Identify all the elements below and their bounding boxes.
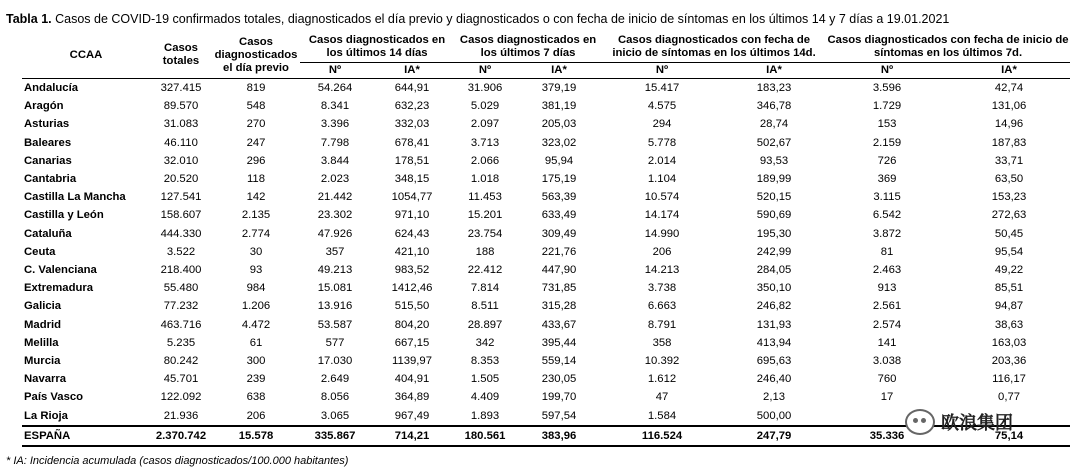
cell-value: 247,79: [722, 426, 826, 446]
cell-value: 131,06: [991, 100, 1027, 113]
cell-value: 31.083: [163, 118, 199, 131]
cell-value: 515,50: [394, 300, 430, 313]
region-name: Galicia: [24, 300, 62, 313]
table-row: [22, 152, 1070, 170]
cell-value: 53.587: [317, 318, 353, 331]
cell-value: 47: [655, 391, 669, 404]
cell-value: 548: [246, 100, 266, 113]
cell-value: 183,23: [756, 82, 792, 94]
cell-value: 1.018: [470, 173, 500, 186]
cell-value: 804,20: [394, 318, 430, 331]
cell-value: 30: [249, 245, 263, 258]
cell-value: 3.038: [872, 355, 902, 368]
cell-value: 983,52: [394, 264, 430, 277]
wechat-icon: [905, 409, 935, 435]
header-ia: IA*: [722, 63, 826, 79]
table-row: [22, 334, 1070, 352]
cell-value: 246,40: [756, 373, 792, 386]
region-name: Cataluña: [24, 227, 72, 240]
cell-value: 141: [877, 336, 897, 349]
cell-value: 14,96: [994, 118, 1024, 131]
cell-value: 8.511: [471, 300, 499, 313]
header-n: Nº: [826, 63, 948, 79]
cell-value: 175,19: [541, 173, 577, 186]
cell-value: 667,15: [394, 336, 430, 349]
cell-value: 247: [246, 136, 266, 149]
cell-value: 731,85: [541, 282, 577, 295]
table-row: [22, 79, 1070, 98]
region-name: Baleares: [24, 136, 72, 149]
cell-value: 49.213: [317, 264, 353, 277]
cell-value: 61: [249, 336, 263, 349]
cell-value: 33,71: [994, 154, 1024, 167]
cell-value: 118: [246, 173, 265, 186]
cell-value: 364,89: [394, 391, 430, 404]
cell-value: 10.574: [644, 191, 680, 204]
cell-value: 444.330: [160, 227, 202, 240]
cell-value: 350,10: [756, 282, 792, 295]
cell-value: 346,78: [756, 100, 792, 113]
header-sint-7: Casos diagnosticados con fecha de inicio de síntomas en los últimos 7d.: [826, 32, 1070, 63]
cell-value: 5.778: [647, 136, 677, 149]
cell-value: 4.409: [470, 391, 500, 404]
cell-value: 246,82: [756, 300, 792, 313]
cell-value: 315,28: [541, 300, 577, 313]
cell-value: 348,15: [394, 173, 430, 186]
cell-value: 633,49: [541, 209, 577, 222]
table-row: [22, 134, 1070, 152]
cell-value: 116,17: [992, 373, 1026, 386]
cell-value: 447,90: [541, 264, 577, 277]
cell-value: 46.110: [164, 136, 198, 149]
cell-value: 1.584: [647, 409, 677, 422]
cell-value: 3.844: [320, 154, 350, 167]
table-row: [22, 352, 1070, 370]
cell-value: 563,39: [541, 191, 577, 204]
header-ia: IA*: [948, 63, 1070, 79]
cell-value: 463.716: [160, 318, 202, 331]
cell-value: 2,13: [763, 391, 786, 404]
cell-value: 577: [325, 336, 345, 349]
header-n: Nº: [454, 63, 516, 79]
cell-value: 230,05: [541, 373, 577, 386]
cell-value: 294: [652, 118, 672, 131]
cell-value: 309,49: [541, 227, 577, 240]
cell-value: 3.738: [647, 282, 677, 295]
table-row: [22, 297, 1070, 315]
region-name: Murcia: [24, 355, 61, 368]
cell-value: 678,41: [394, 136, 430, 149]
table-row: [22, 316, 1070, 334]
cell-value: 80.242: [163, 355, 199, 368]
cell-value: 189,99: [756, 173, 792, 186]
cell-value: 357: [325, 245, 345, 258]
caption-label: Tabla 1.: [6, 12, 52, 26]
cell-value: 21.442: [317, 191, 353, 204]
cell-value: 284,05: [756, 264, 792, 277]
region-name: Castilla La Mancha: [24, 191, 126, 204]
cell-value: 22.412: [467, 264, 503, 277]
cell-value: 95,54: [994, 245, 1024, 258]
cell-value: 50,45: [994, 227, 1024, 240]
region-name: Extremadura: [24, 282, 94, 295]
cell-value: 2.649: [320, 373, 350, 386]
region-name: ESPAÑA: [22, 426, 150, 446]
region-name: Asturias: [24, 118, 70, 131]
cell-value: 2.774: [241, 227, 271, 240]
cell-value: 153,23: [991, 191, 1027, 204]
cell-value: 2.463: [872, 264, 902, 277]
caption-text: Casos de COVID-19 confirmados totales, diagnosticados el día previo y diagnosticados o con fecha de inicio de síntomas en los últimos 14 y 7 días a 19.01.2021: [51, 12, 950, 26]
cell-value: 14.174: [644, 209, 680, 222]
table-row: [22, 97, 1070, 115]
cell-value: 203,36: [991, 355, 1027, 368]
cell-value: 47.926: [317, 227, 353, 240]
cell-value: 14.213: [644, 264, 680, 277]
cell-value: 624,43: [394, 227, 430, 240]
footnote: * IA: Incidencia acumulada (casos diagnosticados/100.000 habitantes): [6, 455, 349, 467]
header-casos-totales: Casos totales: [150, 32, 212, 79]
cell-value: 726: [877, 154, 897, 167]
cell-value: 358: [652, 336, 672, 349]
cell-value: 323,02: [541, 136, 577, 149]
cell-value: 819: [246, 82, 266, 94]
cell-value: 332,03: [394, 118, 430, 131]
header-n: Nº: [300, 63, 370, 79]
cell-value: 8.353: [470, 355, 500, 368]
cell-value: 45.701: [163, 373, 199, 386]
cell-value: 15.201: [467, 209, 503, 222]
cell-value: 38,63: [994, 318, 1024, 331]
region-name: La Rioja: [24, 409, 68, 422]
cell-value: 93,53: [759, 154, 789, 167]
cell-value: 327.415: [160, 82, 202, 94]
cell-value: 5.029: [470, 100, 500, 113]
cell-value: 23.754: [467, 227, 503, 240]
cell-value: 1.206: [241, 300, 271, 313]
watermark-text: 欧浪集团: [941, 413, 1013, 433]
region-name: Melilla: [24, 336, 59, 349]
cell-value: 383,96: [516, 426, 602, 446]
header-diag-14: Casos diagnosticados en los últimos 14 días: [300, 32, 454, 63]
header-ccaa: CCAA: [22, 32, 150, 79]
header-casos-previo: Casos diagnosticados el día previo: [212, 32, 300, 79]
cell-value: 153: [877, 118, 897, 131]
cell-value: 195,30: [756, 227, 792, 240]
cell-value: 520,15: [756, 191, 792, 204]
cell-value: 10.392: [644, 355, 680, 368]
cell-value: 272,63: [991, 209, 1027, 222]
cell-value: 967,49: [394, 409, 430, 422]
cell-value: 2.135: [241, 209, 271, 222]
cell-value: 199,70: [541, 391, 577, 404]
cell-value: 3.596: [872, 82, 902, 94]
cell-value: 239: [246, 373, 266, 386]
cell-value: 31.906: [467, 82, 503, 94]
region-name: Ceuta: [24, 245, 56, 258]
cell-value: 7.814: [470, 282, 500, 295]
cell-value: 597,54: [541, 409, 577, 422]
cell-value: 94,87: [994, 300, 1024, 313]
cell-value: 1.612: [647, 373, 677, 386]
cell-value: 413,94: [756, 336, 792, 349]
watermark: [905, 409, 1013, 435]
cell-value: 8.056: [320, 391, 350, 404]
cell-value: 3.872: [872, 227, 902, 240]
table-row: [22, 388, 1070, 406]
cell-value: 3.713: [470, 136, 500, 149]
cell-value: 296: [246, 154, 266, 167]
cell-value: 13.916: [317, 300, 353, 313]
cell-value: 8.791: [647, 318, 677, 331]
table-row: [22, 225, 1070, 243]
region-name: Navarra: [24, 373, 67, 386]
cell-value: 379,19: [541, 82, 577, 94]
cell-value: 75,14: [948, 426, 1070, 446]
cell-value: 1.505: [470, 373, 500, 386]
region-name: Castilla y León: [24, 209, 104, 222]
cell-value: 8.341: [320, 100, 350, 113]
cell-value: 421,10: [394, 245, 430, 258]
cell-value: 638: [246, 391, 266, 404]
cell-value: 127.541: [160, 191, 202, 204]
cell-value: 1.104: [647, 173, 677, 186]
cell-value: 17: [880, 391, 894, 404]
cell-value: 913: [877, 282, 897, 295]
cell-value: 63,50: [994, 173, 1024, 186]
cell-value: 20.520: [163, 173, 199, 186]
cell-value: 11.453: [468, 191, 502, 204]
cell-value: 2.023: [320, 173, 350, 186]
cell-value: 1.729: [872, 100, 902, 113]
header-diag-7: Casos diagnosticados en los últimos 7 días: [454, 32, 602, 63]
header-ia: IA*: [516, 63, 602, 79]
cell-value: 206: [246, 409, 266, 422]
region-name: Cantabria: [24, 173, 77, 186]
cell-value: 300: [246, 355, 266, 368]
table-body: [22, 79, 1070, 447]
table-row: [22, 115, 1070, 133]
cell-value: 590,69: [756, 209, 792, 222]
cell-value: 2.066: [470, 154, 500, 167]
cell-value: 28.897: [467, 318, 503, 331]
cell-value: 3.522: [166, 245, 196, 258]
cell-value: 369: [877, 173, 897, 186]
header-sint-14: Casos diagnosticados con fecha de inicio de síntomas en los últimos 14d.: [602, 32, 826, 63]
cell-value: 984: [246, 282, 266, 295]
cell-value: 28,74: [759, 118, 789, 131]
cell-value: 131,93: [756, 318, 792, 331]
cell-value: 714,21: [370, 426, 454, 446]
cell-value: 205,03: [541, 118, 577, 131]
cell-value: 342: [475, 336, 495, 349]
cell-value: 180.561: [454, 426, 516, 446]
cell-value: 632,23: [394, 100, 430, 113]
cell-value: 1412,46: [391, 282, 433, 295]
cell-value: 35.336: [826, 426, 948, 446]
region-name: País Vasco: [24, 391, 84, 404]
cell-value: 89.570: [163, 100, 199, 113]
covid-table: [22, 32, 1070, 447]
cell-value: 32.010: [163, 154, 199, 167]
cell-value: 206: [652, 245, 672, 258]
region-name: C. Valenciana: [24, 264, 97, 277]
cell-value: 7.798: [320, 136, 350, 149]
cell-value: 15.081: [317, 282, 353, 295]
header-ia: IA*: [370, 63, 454, 79]
cell-value: 21.936: [163, 409, 199, 422]
cell-value: 0,77: [998, 391, 1021, 404]
cell-value: 93: [249, 264, 263, 277]
cell-value: 6.542: [872, 209, 902, 222]
cell-value: 270: [246, 118, 266, 131]
cell-value: 404,91: [394, 373, 430, 386]
cell-value: 971,10: [394, 209, 430, 222]
region-name: Madrid: [24, 318, 62, 331]
cell-value: 15.578: [212, 426, 300, 446]
cell-value: 122.092: [160, 391, 202, 404]
cell-value: 4.575: [647, 100, 677, 113]
cell-value: 381,19: [541, 100, 577, 113]
cell-value: 163,03: [991, 336, 1027, 349]
table-row: [22, 261, 1070, 279]
cell-value: 158.607: [160, 209, 202, 222]
cell-value: 2.159: [872, 136, 902, 149]
cell-value: 187,83: [991, 136, 1027, 149]
cell-value: 178,51: [394, 154, 430, 167]
cell-value: 3.396: [320, 118, 350, 131]
cell-value: 14.990: [644, 227, 680, 240]
cell-value: 5.235: [166, 336, 196, 349]
cell-value: 242,99: [756, 245, 792, 258]
table-row: [22, 206, 1070, 224]
cell-value: 2.370.742: [150, 426, 212, 446]
cell-value: 221,76: [541, 245, 577, 258]
table-row: [22, 188, 1070, 206]
cell-value: 760: [877, 373, 897, 386]
cell-value: 2.561: [872, 300, 902, 313]
cell-value: 188: [475, 245, 495, 258]
table-row: [22, 370, 1070, 388]
table-row: [22, 279, 1070, 297]
cell-value: 17.030: [317, 355, 353, 368]
cell-value: 2.574: [872, 318, 902, 331]
cell-value: 49,22: [994, 264, 1024, 277]
cell-value: 218.400: [160, 264, 202, 277]
header-n: Nº: [602, 63, 722, 79]
table-row: [22, 170, 1070, 188]
cell-value: 433,67: [541, 318, 577, 331]
cell-value: 77.232: [163, 300, 199, 313]
cell-value: 6.663: [647, 300, 677, 313]
region-name: Andalucía: [24, 82, 78, 94]
cell-value: 85,51: [994, 282, 1024, 295]
region-name: Canarias: [24, 154, 72, 167]
cell-value: 644,91: [394, 82, 430, 94]
cell-value: 559,14: [541, 355, 577, 368]
region-name: Aragón: [24, 100, 64, 113]
table-row: [22, 243, 1070, 261]
cell-value: 54.264: [317, 82, 353, 94]
cell-value: 1139,97: [392, 355, 432, 368]
cell-value: 335.867: [300, 426, 370, 446]
cell-value: 1054,77: [391, 191, 433, 204]
cell-value: 15.417: [644, 82, 680, 94]
cell-value: 395,44: [541, 336, 577, 349]
cell-value: 3.065: [320, 409, 350, 422]
cell-value: 2.097: [470, 118, 500, 131]
cell-value: 1.893: [470, 409, 500, 422]
cell-value: 500,00: [756, 409, 792, 422]
cell-value: 55.480: [163, 282, 199, 295]
cell-value: 23.302: [317, 209, 353, 222]
cell-value: 502,67: [756, 136, 792, 149]
cell-value: 3.115: [873, 191, 901, 204]
table-caption: [6, 12, 949, 26]
cell-value: 2.014: [647, 154, 677, 167]
cell-value: 42,74: [994, 82, 1024, 94]
cell-value: 695,63: [756, 355, 792, 368]
cell-value: 4.472: [241, 318, 271, 331]
cell-value: 116.524: [602, 426, 722, 446]
cell-value: 81: [880, 245, 894, 258]
cell-value: 95,94: [544, 154, 574, 167]
cell-value: 142: [246, 191, 266, 204]
